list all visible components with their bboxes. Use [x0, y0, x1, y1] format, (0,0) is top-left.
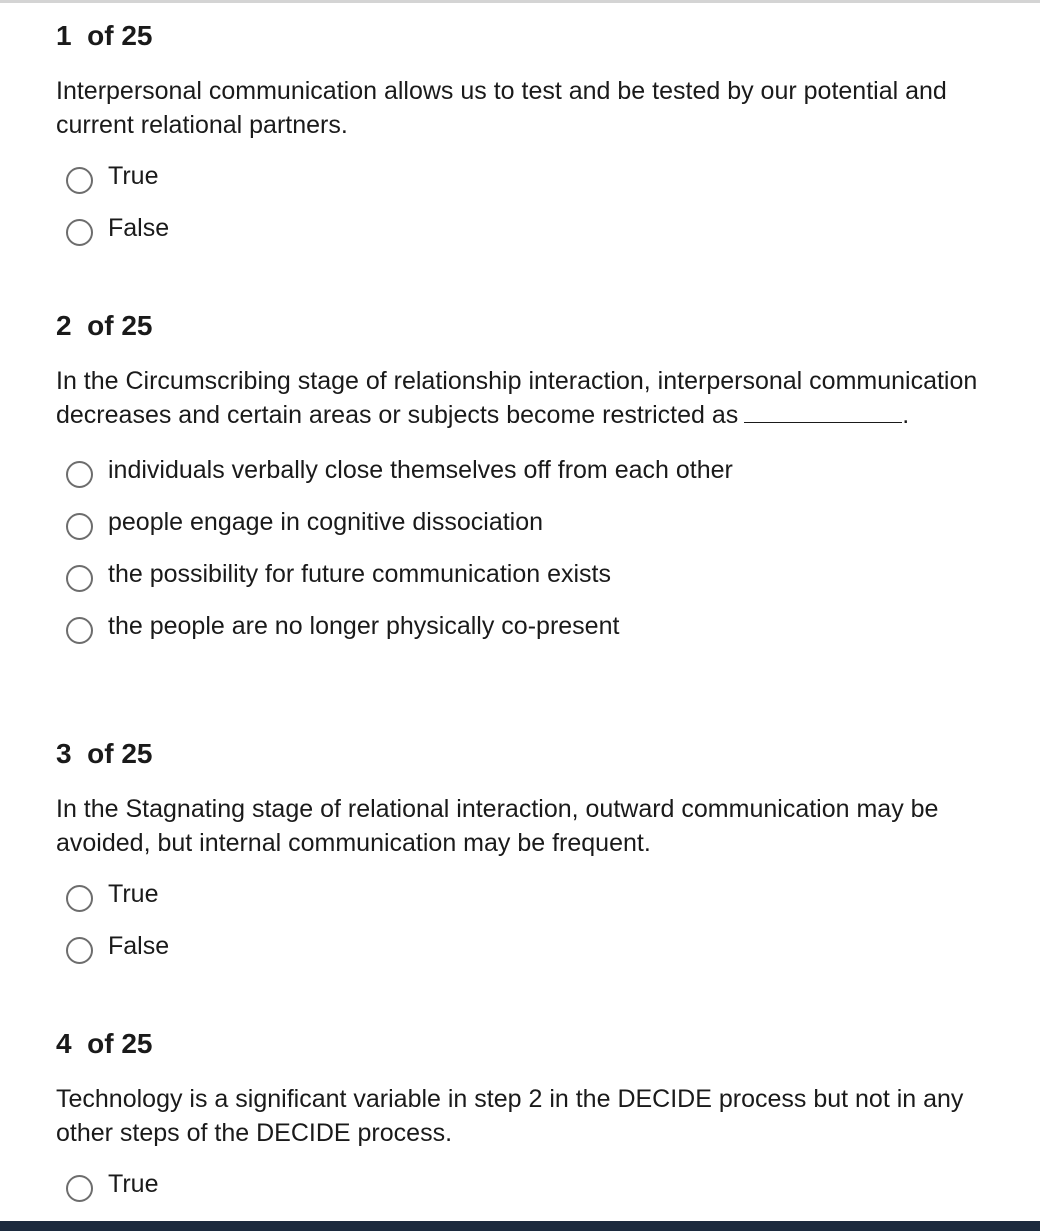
question-text — [56, 364, 1016, 432]
question-number: 1 of 25 — [56, 20, 153, 51]
option-label: True — [108, 162, 159, 190]
question-text: In the Stagnating stage of relational interaction, outward communication may be avoided, but internal communication may be frequent. — [56, 795, 939, 857]
option-false[interactable] — [66, 202, 1016, 254]
question-number: 3 of 25 — [56, 738, 153, 769]
question-text: Technology is a significant variable in step 2 in the DECIDE process but not in any other steps of the DECIDE process. — [56, 1085, 964, 1147]
radio-button[interactable] — [66, 565, 93, 592]
fill-in-blank — [744, 400, 902, 423]
answer-options — [56, 868, 1016, 972]
radio-button[interactable] — [66, 461, 93, 488]
question-number: 4 of 25 — [56, 1028, 153, 1059]
answer-options — [56, 150, 1016, 254]
option-label: individuals verbally close themselves off from each other — [108, 456, 733, 484]
option-false[interactable] — [66, 920, 1016, 972]
radio-button[interactable] — [66, 937, 93, 964]
question-3 — [56, 738, 1016, 972]
question-number: 2 of 25 — [56, 310, 153, 341]
option-label: True — [108, 880, 159, 908]
question-text: Interpersonal communication allows us to test and be tested by our potential and current relational partners. — [56, 77, 947, 139]
option-true[interactable] — [66, 1158, 1016, 1210]
option-true[interactable] — [66, 150, 1016, 202]
option-true[interactable] — [66, 868, 1016, 920]
option-label: False — [108, 214, 170, 242]
option-label: the people are no longer physically co-present — [108, 612, 620, 640]
answer-options — [56, 1158, 1016, 1210]
option-4[interactable] — [66, 600, 1016, 652]
radio-button[interactable] — [66, 617, 93, 644]
radio-button[interactable] — [66, 1175, 93, 1202]
question-1 — [56, 20, 1016, 254]
radio-button[interactable] — [66, 219, 93, 246]
option-label: True — [108, 1170, 159, 1198]
radio-button[interactable] — [66, 513, 93, 540]
option-label: people engage in cognitive dissociation — [108, 508, 544, 536]
question-text-before-blank: In the Circumscribing stage of relationship interaction, interpersonal communication decreases and certain areas or subjects become restricted as — [56, 367, 978, 429]
top-divider — [0, 0, 1040, 3]
answer-options — [56, 444, 1016, 652]
question-text-after-blank: . — [902, 401, 910, 429]
radio-button[interactable] — [66, 167, 93, 194]
bottom-nav-bar — [0, 1221, 1040, 1231]
option-label: False — [108, 932, 170, 960]
radio-button[interactable] — [66, 885, 93, 912]
question-2 — [56, 310, 1016, 652]
question-4 — [56, 1028, 1016, 1210]
option-3[interactable] — [66, 548, 1016, 600]
option-2[interactable] — [66, 496, 1016, 548]
option-1[interactable] — [66, 444, 1016, 496]
option-label: the possibility for future communication exists — [108, 560, 611, 588]
